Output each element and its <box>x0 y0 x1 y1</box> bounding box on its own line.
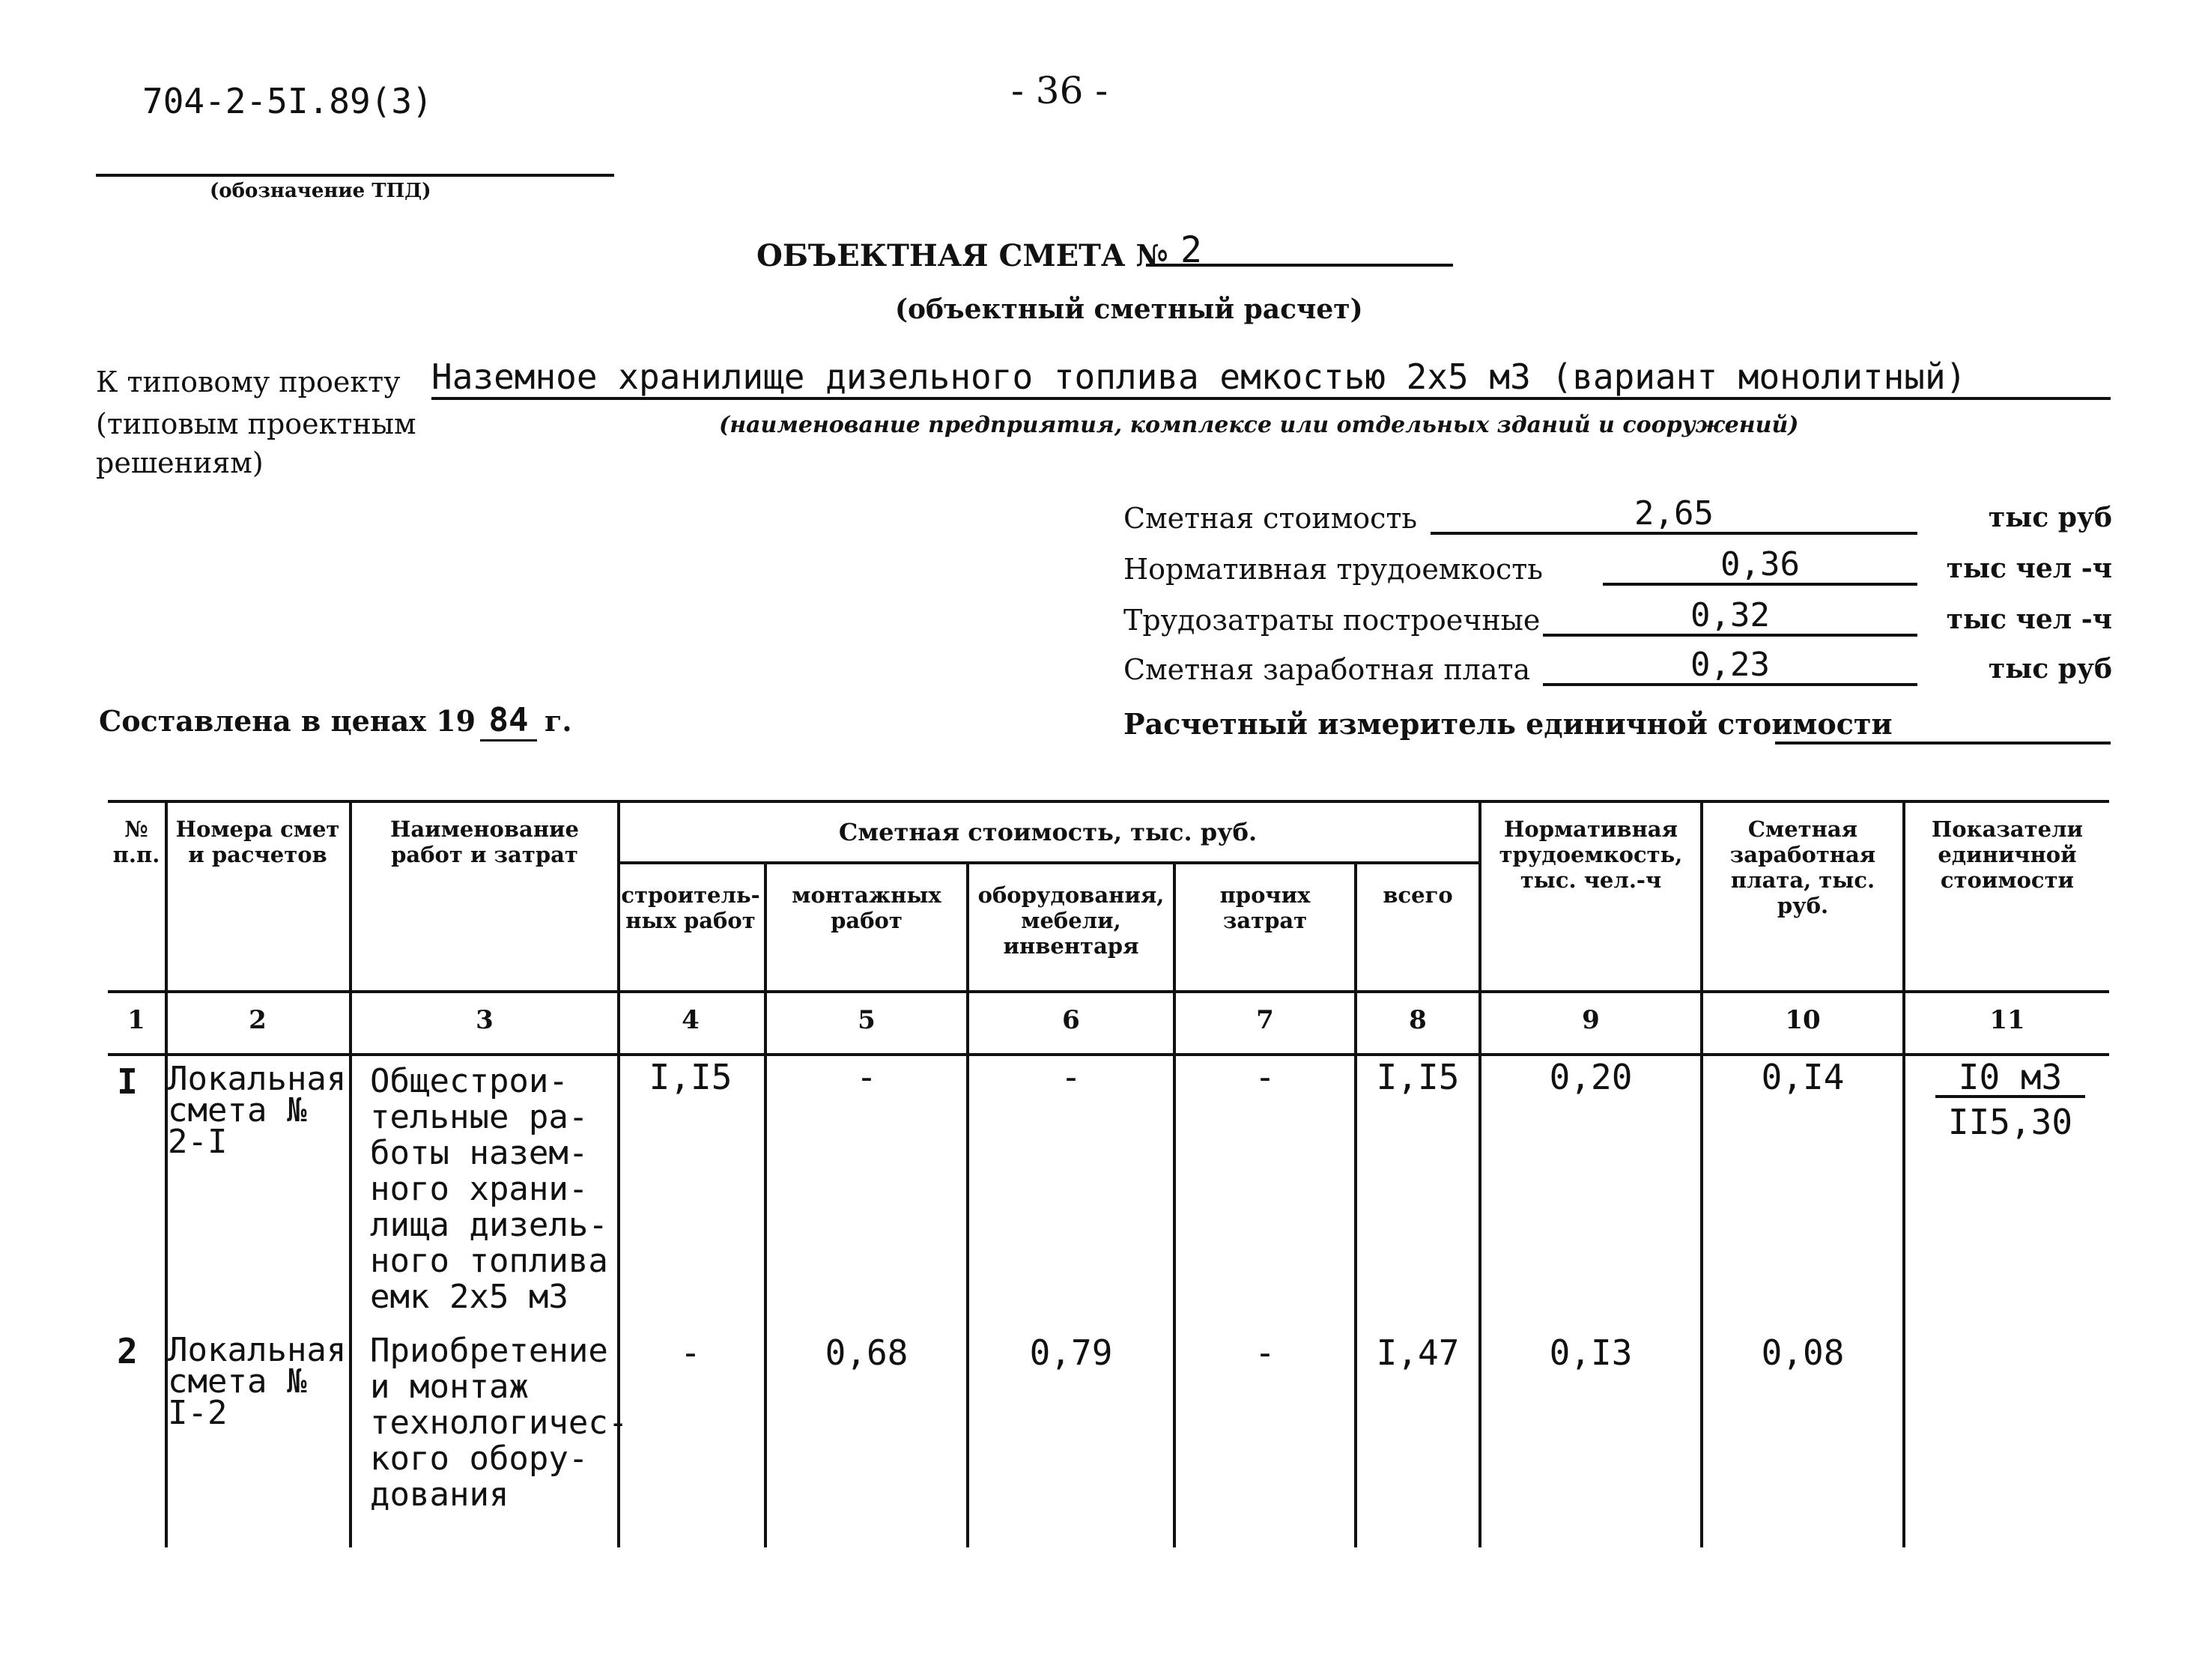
header-total: всего <box>1383 882 1453 908</box>
summary-value: 0,36 <box>1603 545 1917 586</box>
header-row-number: № п.п. <box>112 816 160 867</box>
cell-construction: I,I5 <box>649 1057 733 1097</box>
cell-total: I,I5 <box>1376 1057 1460 1097</box>
summary-construction-labor-row <box>1123 596 2112 643</box>
cell-equipment: 0,79 <box>1029 1332 1113 1373</box>
group-header-rule <box>617 861 1478 864</box>
cell-unit-meter: I0 м3 <box>1935 1059 2085 1098</box>
summary-value: 0,23 <box>1543 646 1917 686</box>
column-numbers-rule <box>108 1053 2109 1056</box>
column-number: 10 <box>1785 1005 1821 1035</box>
unit-meter-label: Расчетный измеритель единичной стоимости <box>1123 707 1893 741</box>
cell-other: - <box>1255 1057 1276 1097</box>
row-work-name: Общестрои-тельные ра-боты назем-ного храни-лища дизель-ного топлива емк 2x5 м3 <box>370 1062 608 1316</box>
estimate-number: 2 <box>1146 229 1453 267</box>
project-caption: (наименование предприятия, комплексе или отдельных зданий и сооружений) <box>719 412 1799 438</box>
summary-label: Трудозатраты построечные <box>1123 604 1541 637</box>
column-divider <box>966 861 969 1547</box>
cell-wages: 0,08 <box>1761 1332 1845 1373</box>
prices-prefix: Составлена в ценах 19 <box>99 704 476 738</box>
column-divider <box>1173 861 1176 1547</box>
header-equipment: оборудования, мебели, инвентаря <box>977 882 1165 959</box>
summary-cost-row <box>1123 494 2112 541</box>
column-number: 5 <box>858 1005 876 1035</box>
summary-wage-row <box>1123 646 2112 692</box>
column-number: 2 <box>249 1005 267 1035</box>
column-number: 8 <box>1409 1005 1427 1035</box>
column-number: 3 <box>476 1005 494 1035</box>
prices-suffix: г. <box>545 704 572 738</box>
cell-wages: 0,I4 <box>1761 1057 1845 1097</box>
document-code: 704-2-5I.89(3) <box>142 81 433 121</box>
prices-year: 84 <box>480 701 537 742</box>
header-estimate-numbers: Номера смет и расчетов <box>175 816 340 867</box>
cell-labor: 0,20 <box>1549 1057 1633 1097</box>
header-bottom-rule <box>108 990 2109 993</box>
header-labor-intensity: Нормативная трудоемкость, тыс. чел.-ч <box>1499 816 1683 893</box>
document-code-caption: (обозначение ТПД) <box>210 180 431 202</box>
summary-label: Сметная заработная плата <box>1123 653 1531 686</box>
document-code-underline <box>96 174 614 177</box>
column-divider <box>1354 861 1357 1547</box>
cell-other: - <box>1255 1332 1276 1373</box>
summary-label: Нормативная трудоемкость <box>1123 553 1543 586</box>
summary-label: Сметная стоимость <box>1123 502 1418 535</box>
row-number: 2 <box>117 1331 138 1371</box>
summary-unit: тыс чел -ч <box>1946 604 2112 635</box>
table-top-border <box>108 800 2109 803</box>
project-name: Наземное хранилище дизельного топлива емкостью 2x5 м3 (вариант монолитный) <box>431 357 2111 400</box>
summary-value: 0,32 <box>1543 596 1917 637</box>
header-work-name: Наименование работ и затрат <box>389 816 580 867</box>
header-cost-group: Сметная стоимость, тыс. руб. <box>838 818 1258 846</box>
header-wages: Сметная заработная плата, тыс. руб. <box>1729 816 1876 918</box>
summary-unit: тыс руб <box>1988 502 2112 533</box>
column-number: 11 <box>1989 1005 2025 1035</box>
cell-labor: 0,I3 <box>1549 1332 1633 1373</box>
prices-line <box>99 701 572 742</box>
column-divider <box>165 800 168 1547</box>
page-number: - 36 - <box>1011 69 1108 112</box>
cell-installation: 0,68 <box>825 1332 909 1373</box>
column-number: 7 <box>1256 1005 1274 1035</box>
cell-construction: - <box>680 1332 701 1373</box>
cell-installation: - <box>856 1057 877 1097</box>
row-work-name: Приобретение и монтаж технологичес-кого обору-дования <box>370 1332 628 1514</box>
column-number: 1 <box>127 1005 145 1035</box>
summary-unit: тыс руб <box>1988 653 2112 685</box>
row-estimate: Локальная смета № I-2 <box>168 1331 347 1432</box>
cell-total: I,47 <box>1376 1332 1460 1373</box>
column-number: 4 <box>682 1005 700 1035</box>
row-number: I <box>117 1061 138 1102</box>
page-title: ОБЪЕКТНАЯ СМЕТА № <box>756 238 1168 273</box>
row-estimate: Локальная смета № 2-I <box>168 1060 347 1161</box>
column-number: 9 <box>1582 1005 1600 1035</box>
page-subtitle: (объектный сметный расчет) <box>895 294 1363 325</box>
cell-equipment: - <box>1061 1057 1082 1097</box>
cell-unit-cost: II5,30 <box>1947 1102 2073 1142</box>
header-other: прочих затрат <box>1219 882 1311 933</box>
project-label-continuation: (типовым проектным решениям) <box>96 407 416 479</box>
summary-labor-row <box>1123 545 2112 592</box>
unit-meter-blank-line <box>1775 742 2111 745</box>
summary-unit: тыс чел -ч <box>1946 553 2112 584</box>
header-unit-cost: Показатели единичной стоимости <box>1931 816 2084 893</box>
column-divider <box>764 861 767 1547</box>
project-label: К типовому проекту <box>96 366 401 398</box>
summary-value: 2,65 <box>1431 494 1917 535</box>
column-number: 6 <box>1062 1005 1080 1035</box>
header-installation: монтажных работ <box>792 882 941 933</box>
column-divider <box>1478 800 1481 1547</box>
header-construction: строитель-ных работ <box>621 882 760 933</box>
column-divider <box>349 800 352 1547</box>
column-divider <box>1902 800 1905 1547</box>
